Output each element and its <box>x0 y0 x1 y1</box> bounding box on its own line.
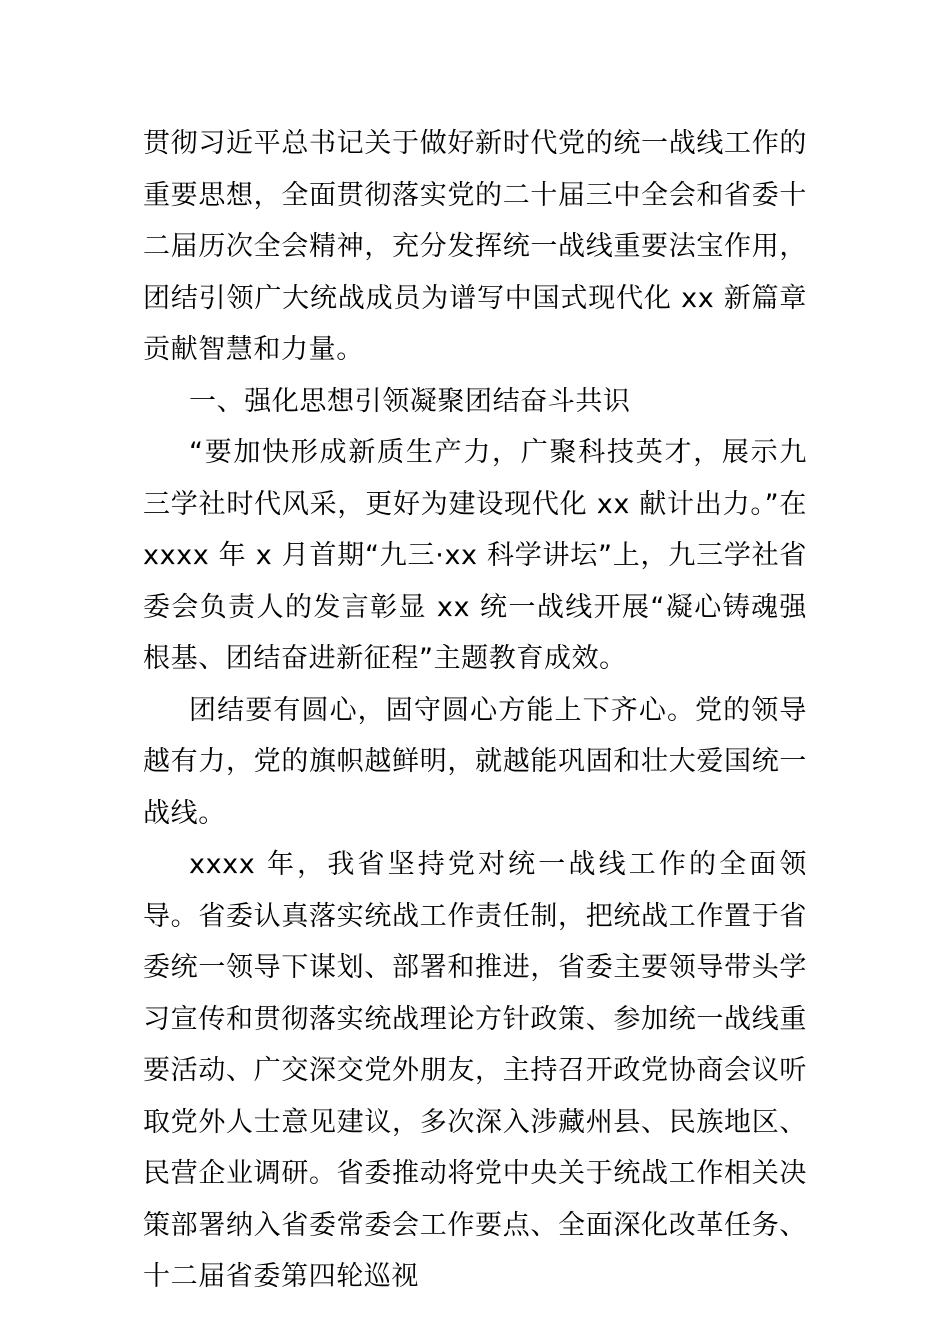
paragraph-quote: “要加快形成新质生产力，广聚科技英才，展示九三学社时代风采，更好为建设现代化 xx 献计出力。”在 xxxx 年 x 月首期“九三·xx 科学讲坛”上，九三学社省委会负责人的发言彰显 xx 统一战线开展“凝心铸魂强根基、团结奋进新征程”主题教育成效。 <box>143 437 807 674</box>
section-heading-1: 一、强化思想引领凝聚团结奋斗共识 <box>189 385 631 417</box>
paragraph-unity: 团结要有圆心，固守圆心方能上下齐心。党的领导越有力，党的旗帜越鲜明，就越能巩固和壮大爱国统一战线。 <box>143 694 807 829</box>
document-body <box>143 118 807 1303</box>
paragraph-intro: 贯彻习近平总书记关于做好新时代党的统一战线工作的重要思想，全面贯彻落实党的二十届三中全会和省委十二届历次全会精神，充分发挥统一战线重要法宝作用，团结引领广大统战成员为谱写中国式现代化 xx 新篇章贡献智慧和力量。 <box>143 128 807 365</box>
paragraph-leadership: xxxx 年，我省坚持党对统一战线工作的全面领导。省委认真落实统战工作责任制，把统战工作置于省委统一领导下谋划、部署和推进，省委主要领导带头学习宣传和贯彻落实统战理论方针政策、参加统一战线重要活动、广交深交党外朋友，主持召开政党协商会议听取党外人士意见建议，多次深入涉藏州县、民族地区、民营企业调研。省委推动将党中央关于统战工作相关决策部署纳入省委常委会工作要点、全面深化改革任务、十二届省委第四轮巡视 <box>143 849 807 1292</box>
